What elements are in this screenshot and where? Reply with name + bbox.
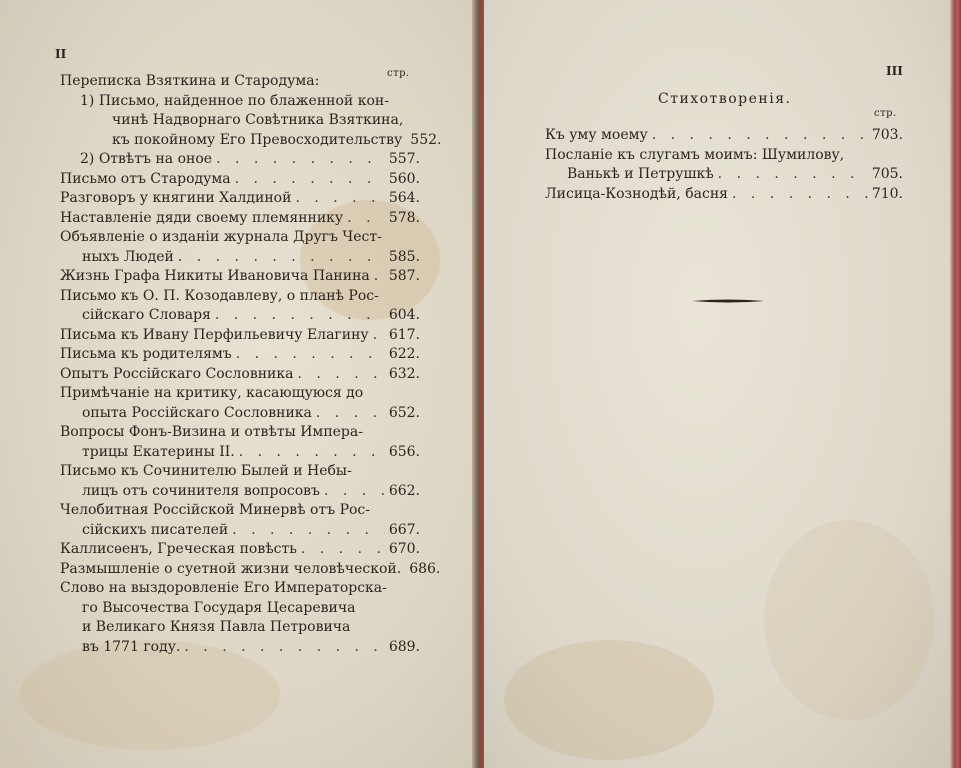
toc-entry-line: [60, 423, 420, 443]
toc-page-number: 652.: [388, 404, 420, 421]
toc-entry-line: [80, 111, 420, 131]
toc-entry-title: Примѣчаніе на критику, касающуюся до: [60, 385, 364, 401]
toc-entry: [60, 326, 420, 346]
left-page-number: II: [55, 47, 67, 61]
toc-page-number: 667.: [388, 521, 420, 538]
toc-entry-title: Посланіе къ слугамъ моимъ: Шумилову,: [545, 146, 845, 163]
toc-entry: [60, 560, 441, 580]
toc-entry: [60, 384, 420, 423]
toc-entry-title: Письмо отъ Стародума: [60, 170, 231, 187]
toc-entry: [60, 209, 420, 229]
toc-entry-title: трицы Екатерины II.: [82, 443, 235, 460]
toc-entry-title: Письма къ Ивану Перфильевичу Елагину: [60, 326, 369, 343]
toc-page-number: 604.: [388, 307, 420, 323]
right-page-number: III: [886, 64, 903, 78]
toc-entry-line: [60, 365, 420, 385]
toc-entry: [60, 501, 420, 540]
toc-entry-line: [60, 462, 420, 482]
dot-leader: [174, 248, 385, 268]
toc-entry-title: Письма къ родителямъ: [60, 346, 232, 362]
toc-entry-title: опыта Россійскаго Сословника: [82, 404, 312, 421]
toc-entry-line: [60, 228, 420, 248]
toc-page-number: 632.: [388, 365, 420, 382]
toc-page-number: 617.: [388, 326, 420, 343]
toc-entry: [60, 540, 420, 560]
dot-leader: [369, 326, 385, 346]
toc-entry-title: Лисица-Кознодѣй, басня: [545, 185, 728, 202]
toc-entry-line: [60, 306, 420, 326]
ornament-rule: [692, 298, 764, 304]
toc-entry-line: [60, 384, 420, 404]
toc-entry-line: [60, 618, 420, 638]
toc-entry-title: сійскихъ писателей: [82, 521, 229, 538]
right-column-header: стр.: [874, 108, 897, 119]
toc-entry-title: Разговоръ у княгини Халдиной: [60, 190, 292, 206]
toc-entry-title: Жизнь Графа Никиты Ивановича Панина: [60, 268, 370, 284]
toc-page-number: 705.: [871, 166, 903, 182]
toc-entry-line: [60, 443, 420, 463]
toc-entry-title: сійскаго Словаря: [82, 307, 211, 323]
toc-page-number: 560.: [388, 170, 420, 187]
toc-page-number: 703.: [871, 127, 903, 143]
toc-entry: [60, 72, 420, 92]
dot-leader: [231, 170, 385, 190]
toc-entry: [60, 345, 420, 365]
dot-leader: [714, 165, 868, 185]
dot-leader: [370, 267, 385, 287]
toc-entry-title: Переписка Взяткина и Стародума:: [60, 73, 320, 89]
toc-entry-line: [60, 209, 420, 229]
dot-leader: [294, 365, 385, 385]
toc-entry: [60, 170, 420, 190]
toc-entry-title: Къ уму моему: [545, 127, 648, 143]
toc-entry-line: [60, 345, 420, 365]
toc-entry-line: [80, 150, 420, 170]
toc-entry-title: лицъ отъ сочинителя вопросовъ: [82, 482, 320, 499]
toc-entry-title: Ванькѣ и Петрушкѣ: [567, 166, 714, 182]
toc-entry-line: [80, 131, 442, 151]
toc-entry: [60, 92, 442, 151]
toc-page-number: 585.: [388, 248, 420, 265]
toc-entry-title: Письмо къ О. П. Козодавлеву, о планѣ Рос-: [60, 287, 379, 304]
toc-entry-title: Вопросы Фонъ-Визина и отвѣты Импера-: [60, 424, 363, 440]
dot-leader: [212, 150, 385, 170]
dot-leader: [180, 638, 384, 658]
paper-stain: [504, 640, 714, 760]
toc-entry: [60, 579, 420, 657]
toc-entry: [545, 185, 903, 205]
toc-page-number: 689.: [388, 638, 420, 655]
toc-entry-line: [60, 189, 420, 209]
toc-entry-line: [60, 267, 420, 287]
toc-page-number: 670.: [388, 541, 420, 557]
toc-entry-title: ныхъ Людей: [82, 248, 174, 265]
dot-leader: [648, 126, 868, 146]
toc-entry-title: Размышленіе о суетной жизни человѣческой.: [60, 560, 402, 577]
dot-leader: [343, 209, 385, 229]
toc-entry-line: [545, 146, 903, 166]
toc-entry-line: [60, 579, 420, 599]
toc-page-number: 686.: [409, 560, 441, 577]
toc-entry: [60, 287, 420, 326]
toc-entry-title: Слово на выздоровленіе Его Императорска-: [60, 580, 387, 596]
toc-entry-title: го Высочества Государя Цесаревича: [82, 599, 356, 616]
toc-entry-line: [60, 326, 420, 346]
dot-leader: [232, 345, 385, 365]
toc-entry-line: [60, 638, 420, 658]
right-table-of-contents: [545, 126, 903, 204]
toc-page-number: 622.: [388, 346, 420, 362]
toc-entry-line: [545, 126, 903, 146]
toc-page-number: 564.: [388, 190, 420, 206]
paper-stain: [764, 520, 934, 720]
dot-leader: [728, 185, 868, 205]
toc-entry-line: [60, 521, 420, 541]
toc-entry-title: въ 1771 году.: [82, 638, 181, 655]
toc-entry-line: [60, 170, 420, 190]
toc-page-number: 557.: [388, 151, 420, 167]
toc-entry: [60, 228, 420, 267]
toc-page-number: 662.: [388, 482, 420, 499]
toc-entry-title: чинѣ Надворнаго Совѣтника Взяткина,: [112, 112, 404, 128]
dot-leader: [291, 189, 384, 209]
toc-entry-title: 2) Отвѣтъ на оное: [80, 151, 213, 167]
toc-entry-title: Объявленіе о изданіи журнала Другъ Чест-: [60, 229, 382, 245]
toc-entry: [60, 462, 420, 501]
toc-entry: [60, 365, 420, 385]
toc-page-number: 552.: [410, 131, 442, 148]
toc-entry: [60, 423, 420, 462]
toc-page-number: 587.: [388, 268, 420, 284]
toc-entry-title: Опытъ Россійскаго Сословника: [60, 365, 294, 382]
toc-entry-title: Каллисѳенъ, Греческая повѣсть: [60, 541, 297, 557]
toc-entry-line: [60, 287, 420, 307]
left-column-header: стр.: [387, 68, 410, 79]
toc-entry: [60, 189, 420, 209]
dot-leader: [312, 404, 385, 424]
toc-entry-line: [60, 482, 420, 502]
toc-entry-line: [60, 560, 441, 580]
toc-entry-title: 1) Письмо, найденное по блаженной кон-: [80, 92, 389, 109]
toc-entry-line: [60, 72, 420, 92]
dot-leader: [297, 540, 385, 560]
section-title: Стихотворенія.: [658, 91, 792, 107]
toc-entry-line: [545, 165, 903, 185]
toc-entry-title: Челобитная Россійской Минервѣ отъ Рос-: [60, 502, 371, 518]
toc-entry: [545, 146, 903, 185]
toc-entry: [60, 150, 420, 170]
toc-entry-title: Наставленіе дяди своему племяннику: [60, 209, 344, 226]
toc-entry-line: [60, 599, 420, 619]
dot-leader: [228, 521, 385, 541]
toc-entry-line: [60, 404, 420, 424]
dot-leader: [235, 443, 385, 463]
toc-entry-title: Письмо къ Сочинителю Былей и Небы-: [60, 463, 352, 479]
dot-leader: [320, 482, 385, 502]
toc-page-number: 656.: [388, 443, 420, 460]
toc-entry-line: [60, 501, 420, 521]
toc-entry: [60, 267, 420, 287]
book-cover-edge: [950, 0, 961, 768]
toc-entry-line: [80, 92, 420, 112]
toc-entry-line: [60, 540, 420, 560]
toc-page-number: 710.: [871, 185, 903, 202]
toc-entry: [545, 126, 903, 146]
toc-entry-title: и Великаго Князя Павла Петровича: [82, 619, 351, 635]
toc-entry-line: [545, 185, 903, 205]
toc-entry-line: [60, 248, 420, 268]
toc-page-number: 578.: [388, 209, 420, 226]
dot-leader: [211, 306, 385, 326]
left-table-of-contents: [60, 72, 442, 657]
toc-entry-title: къ покойному Его Превосходительству: [112, 131, 403, 148]
